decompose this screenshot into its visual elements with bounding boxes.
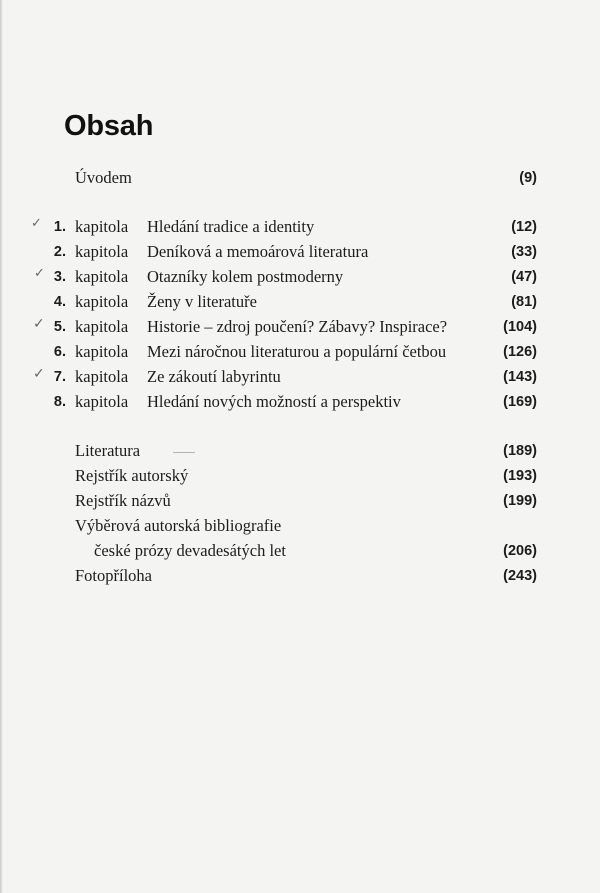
appendix-label: Fotopříloha [75, 566, 152, 585]
chapter-page: (126) [503, 344, 537, 360]
chapter-page: (104) [503, 319, 537, 335]
chapter-word: kapitola [75, 292, 129, 311]
chapter-title: Ženy v literatuře [147, 292, 257, 311]
toc-appendix-row [0, 440, 600, 462]
toc-intro-page: (9) [519, 170, 537, 186]
toc-chapter-row [0, 291, 600, 313]
chapter-word: kapitola [75, 342, 129, 361]
chapter-title: Deníková a memoárová literatura [147, 242, 369, 261]
chapter-page: (143) [503, 369, 537, 385]
toc-chapter-row [0, 366, 600, 388]
toc-appendix-row [0, 565, 600, 587]
appendix-label-continuation: české prózy devadesátých let [94, 541, 286, 560]
toc-appendix-row [0, 515, 600, 537]
page-title: Obsah [64, 110, 154, 142]
chapter-word: kapitola [75, 392, 129, 411]
chapter-number: 4. [53, 294, 66, 310]
chapter-title: Hledání nových možností a perspektiv [147, 392, 401, 411]
appendix-page: (189) [503, 443, 537, 459]
chapter-title: Hledání tradice a identity [147, 217, 315, 236]
chapter-page: (169) [503, 394, 537, 410]
appendix-label: Výběrová autorská bibliografie [75, 516, 282, 535]
pencil-stroke-mark [173, 452, 195, 453]
chapter-title: Otazníky kolem postmoderny [147, 267, 344, 286]
appendix-page: (193) [503, 468, 537, 484]
toc-chapter-row [0, 316, 600, 338]
chapter-number: 6. [53, 344, 66, 360]
toc-chapter-row [0, 341, 600, 363]
appendix-page: (199) [503, 493, 537, 509]
appendix-label: Rejstřík názvů [75, 491, 171, 510]
pencil-checkmark-icon: ✓ [31, 216, 42, 231]
toc-chapter-row [0, 266, 600, 288]
toc-chapter-row [0, 391, 600, 413]
chapter-title: Mezi náročnou literaturou a populární četbou [147, 342, 447, 361]
appendix-label: Literatura [75, 441, 141, 460]
toc-intro-row [0, 167, 600, 189]
appendix-label: Rejstřík autorský [75, 466, 189, 485]
pencil-checkmark-icon: ✓ [34, 266, 45, 281]
chapter-word: kapitola [75, 242, 129, 261]
appendix-page: (243) [503, 568, 537, 584]
toc-intro-label: Úvodem [75, 168, 132, 187]
chapter-page: (47) [511, 269, 537, 285]
toc-appendix-row [0, 465, 600, 487]
chapter-title: Historie – zdroj poučení? Zábavy? Inspirace? [147, 317, 448, 336]
chapter-page: (12) [511, 219, 537, 235]
appendix-page: (206) [503, 543, 537, 559]
chapter-title: Ze zákoutí labyrintu [147, 367, 281, 386]
chapter-number: 5. [53, 319, 66, 335]
toc-appendix-row [0, 540, 600, 562]
chapter-number: 1. [53, 219, 66, 235]
toc-appendix-row [0, 490, 600, 512]
toc-chapter-row [0, 241, 600, 263]
toc-chapter-row [0, 216, 600, 238]
chapter-number: 3. [53, 269, 66, 285]
pencil-checkmark-icon: ✓ [33, 316, 45, 332]
chapter-word: kapitola [75, 267, 129, 286]
chapter-number: 8. [53, 394, 66, 410]
chapter-word: kapitola [75, 217, 129, 236]
pencil-checkmark-icon: ✓ [33, 366, 45, 382]
chapter-word: kapitola [75, 367, 129, 386]
chapter-number: 2. [53, 244, 66, 260]
chapter-number: 7. [53, 369, 66, 385]
chapter-word: kapitola [75, 317, 129, 336]
chapter-page: (33) [511, 244, 537, 260]
chapter-page: (81) [511, 294, 537, 310]
